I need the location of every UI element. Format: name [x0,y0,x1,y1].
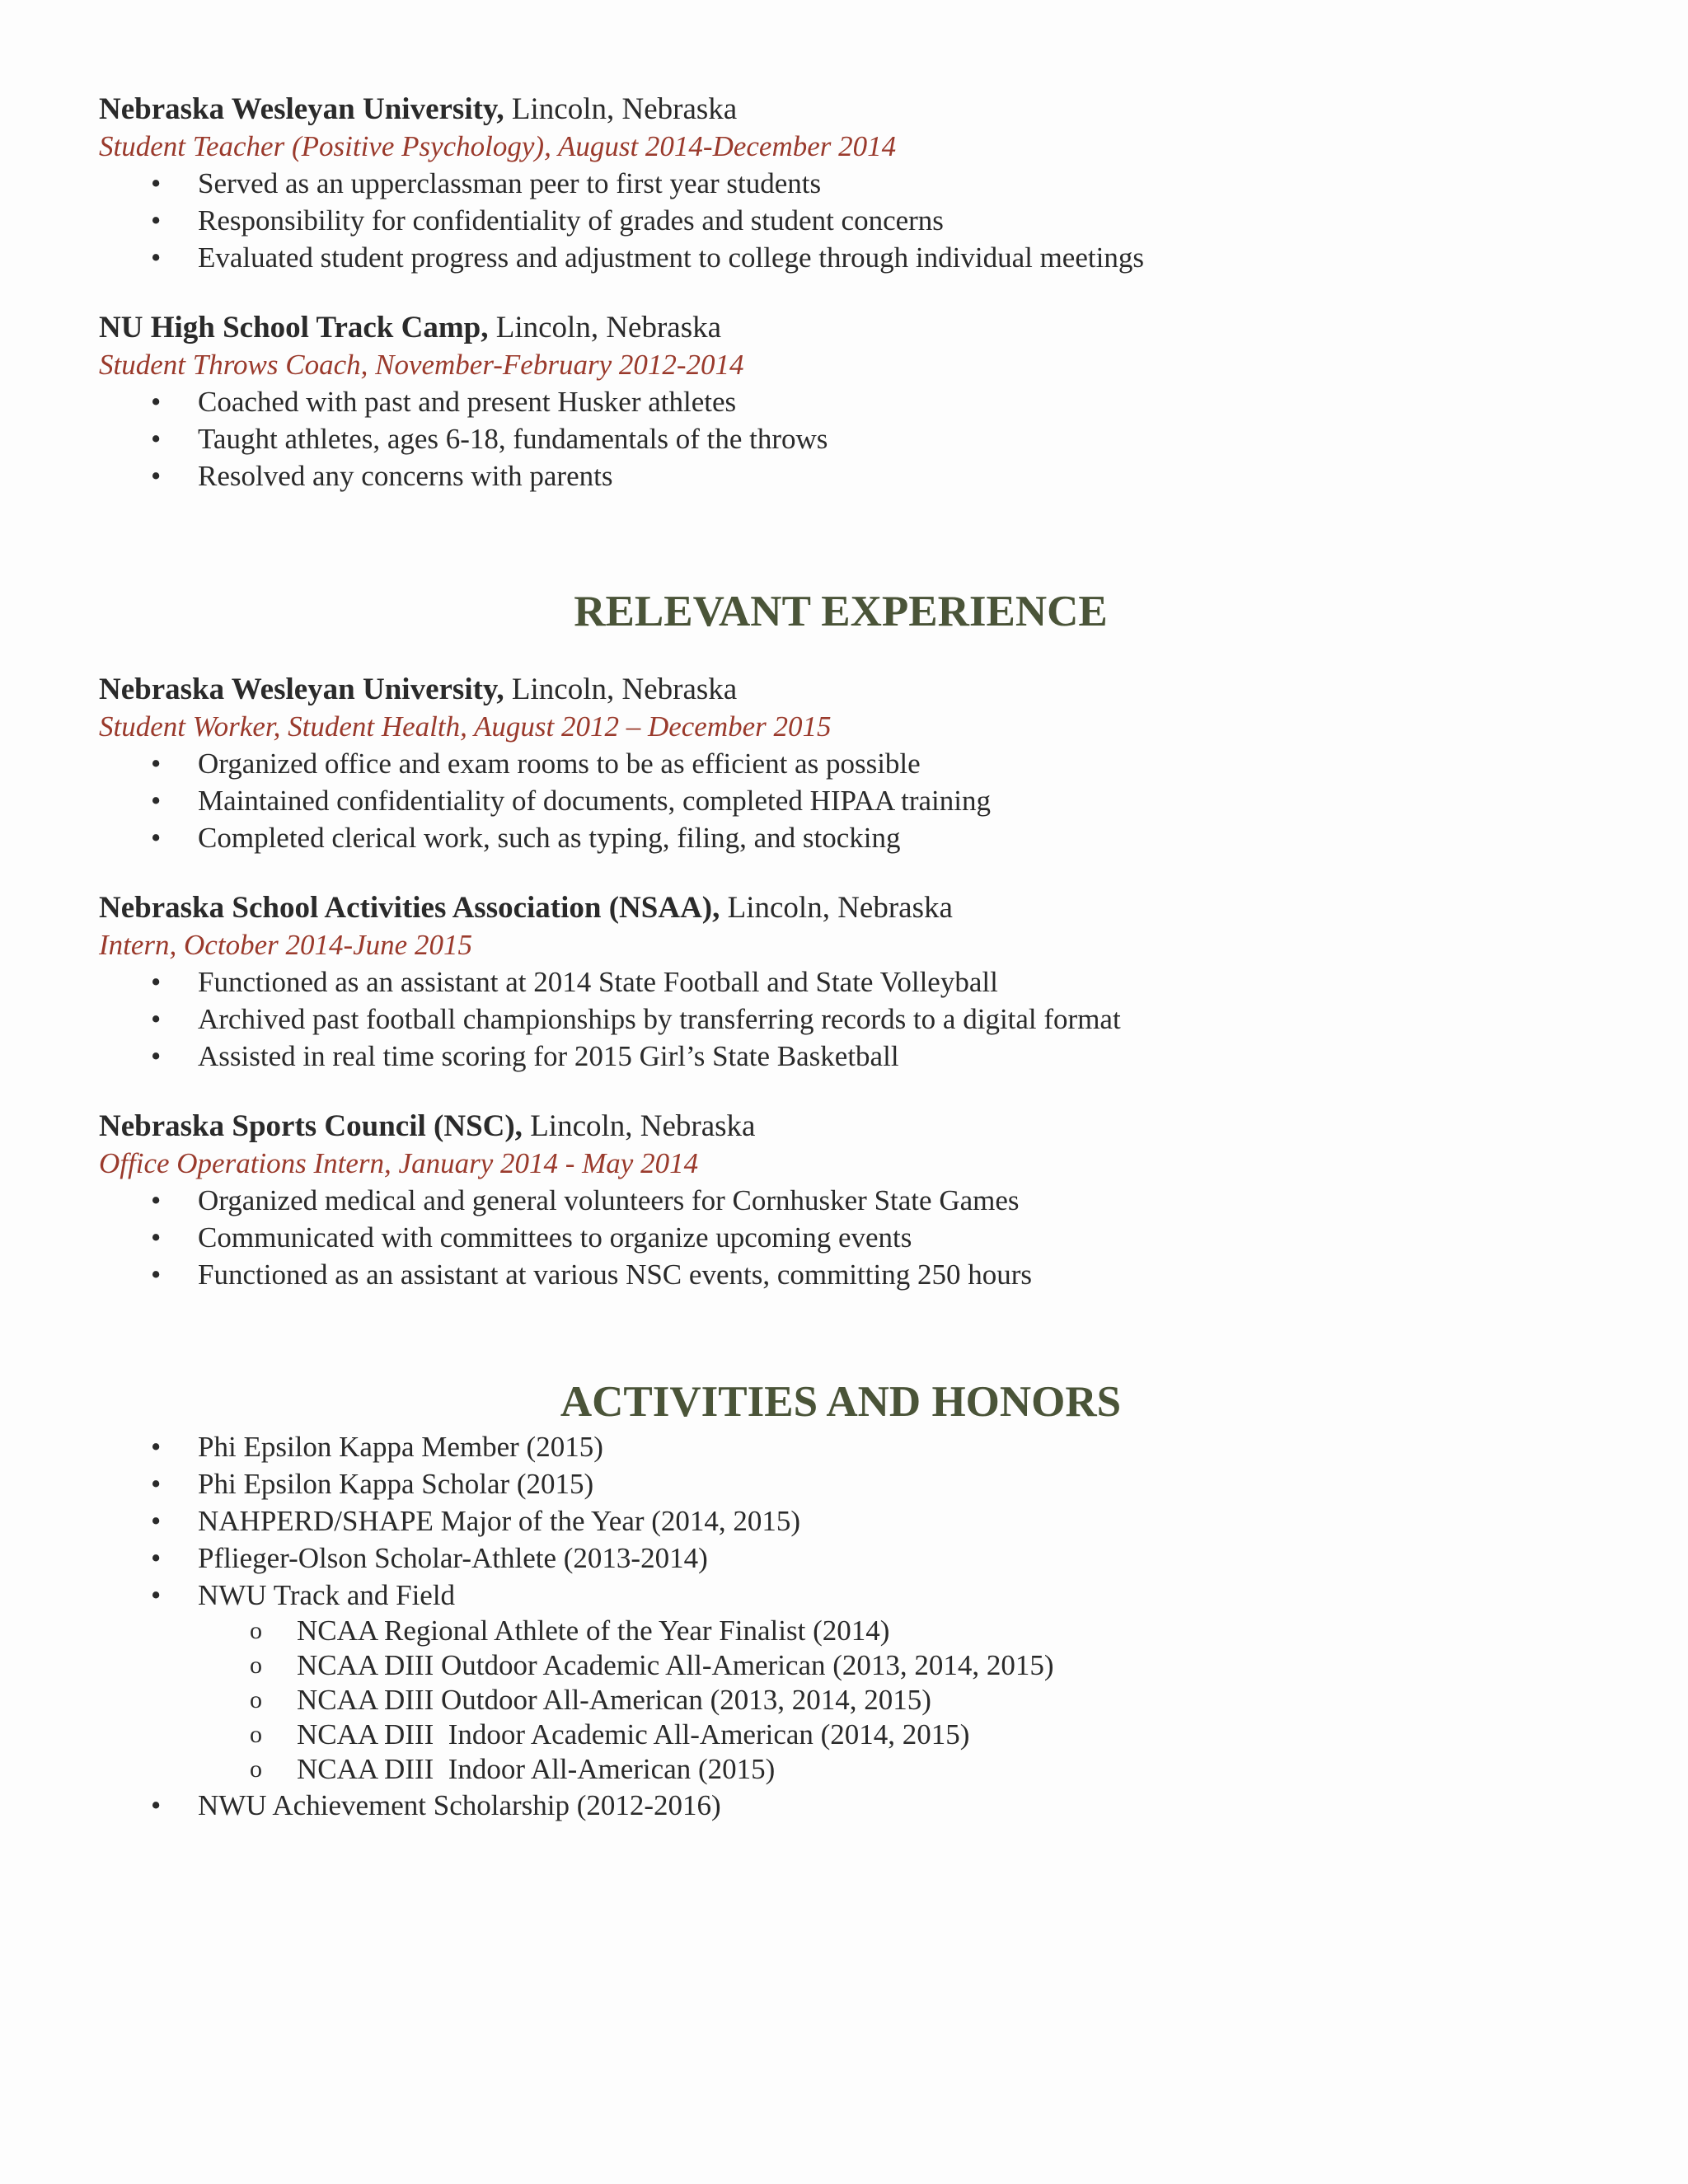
sub-activity-item [99,1648,1582,1683]
bullet-icon: • [151,1789,162,1821]
org-name: Nebraska School Activities Association (NSAA), [99,891,720,925]
bullet-item [99,165,1582,202]
activity-text: Pflieger-Olson Scholar-Athlete (2013-2014) [198,1542,708,1574]
bullet-icon: • [151,966,162,998]
bullet-list [99,745,1582,856]
bullet-icon: • [151,1579,162,1611]
sub-activity-item [99,1718,1582,1752]
role-title: Student Throws Coach, November-February 2012-2014 [99,349,744,381]
bullet-item [99,202,1582,239]
bullet-text: Functioned as an assistant at 2014 State Football and State Volleyball [198,966,998,998]
sub-activity-item [99,1614,1582,1648]
bullet-icon: • [151,1542,162,1574]
org-location: Lincoln, Nebraska [727,891,953,925]
bullet-item [99,1256,1582,1293]
bullet-icon: • [151,1221,162,1254]
track-honors-sublist [99,1614,1582,1787]
entry-nwu-student-worker [99,671,1582,856]
sub-activity-text: NCAA DIII Outdoor All-American (2013, 2014, 2015) [297,1684,931,1716]
sub-activity-item [99,1752,1582,1787]
bullet-text: Served as an upperclassman peer to first year students [198,167,822,199]
role-title: Student Worker, Student Health, August 2012 – December 2015 [99,710,832,743]
circle-bullet-icon: o [250,1755,262,1783]
role-title: Student Teacher (Positive Psychology), August 2014-December 2014 [99,130,897,162]
bullet-icon: • [151,785,162,817]
bullet-item [99,457,1582,494]
bullet-text: Maintained confidentiality of documents, completed HIPAA training [198,785,991,817]
bullet-icon: • [151,204,162,237]
bullet-list [99,383,1582,494]
bullet-text: Organized office and exam rooms to be as efficient as possible [198,748,921,780]
org-location: Lincoln, Nebraska [511,673,738,706]
bullet-icon: • [151,1258,162,1291]
sub-activity-text: NCAA DIII Indoor All-American (2015) [297,1753,776,1785]
section-heading-activities-honors: ACTIVITIES AND HONORS [560,1378,1122,1426]
bullet-icon: • [151,1505,162,1537]
section-heading-relevant-experience: RELEVANT EXPERIENCE [574,588,1108,635]
entry-org-line [99,91,1582,129]
activities-list [99,1428,1582,1614]
sub-activity-text: NCAA DIII Outdoor Academic All-American (2013, 2014, 2015) [297,1649,1054,1681]
org-location: Lincoln, Nebraska [530,1109,756,1143]
bullet-icon: • [151,822,162,854]
bullet-icon: • [151,1184,162,1216]
bullet-item [99,383,1582,420]
activity-text: NWU Track and Field [198,1579,456,1611]
activity-item [99,1502,1582,1540]
bullet-text: Evaluated student progress and adjustment to college through individual meetings [198,241,1144,274]
bullet-text: Archived past football championships by transferring records to a digital format [198,1003,1121,1035]
bullet-item [99,782,1582,819]
org-name: Nebraska Wesleyan University, [99,92,504,126]
bullet-text: Functioned as an assistant at various NSC events, committing 250 hours [198,1258,1032,1291]
bullet-item [99,239,1582,276]
activity-text: NAHPERD/SHAPE Major of the Year (2014, 2015) [198,1505,801,1537]
entry-nu-track-camp [99,309,1582,494]
activity-text: NWU Achievement Scholarship (2012-2016) [198,1789,721,1821]
circle-bullet-icon: o [250,1652,262,1679]
role-title: Office Operations Intern, January 2014 - May 2014 [99,1147,699,1179]
sub-activity-item [99,1683,1582,1718]
bullet-item [99,1001,1582,1038]
activity-item [99,1540,1582,1577]
bullet-item [99,1038,1582,1075]
bullet-text: Responsibility for confidentiality of grades and student concerns [198,204,944,237]
org-name: NU High School Track Camp, [99,311,489,344]
org-name: Nebraska Sports Council (NSC), [99,1109,523,1143]
bullet-text: Taught athletes, ages 6-18, fundamentals of the throws [198,423,828,455]
activity-text: Phi Epsilon Kappa Member (2015) [198,1431,603,1463]
bullet-icon: • [151,1003,162,1035]
bullet-text: Resolved any concerns with parents [198,460,613,492]
circle-bullet-icon: o [250,1721,262,1748]
sub-activity-text: NCAA Regional Athlete of the Year Finalist (2014) [297,1615,890,1647]
bullet-icon: • [151,241,162,274]
circle-bullet-icon: o [250,1686,262,1713]
bullet-text: Coached with past and present Husker athletes [198,386,737,418]
org-location: Lincoln, Nebraska [511,92,738,126]
bullet-text: Completed clerical work, such as typing, filing, and stocking [198,822,901,854]
bullet-icon: • [151,423,162,455]
bullet-item [99,420,1582,457]
circle-bullet-icon: o [250,1617,262,1644]
bullet-icon: • [151,386,162,418]
bullet-icon: • [151,1431,162,1463]
activity-item [99,1428,1582,1465]
bullet-list [99,1182,1582,1293]
activity-text: Phi Epsilon Kappa Scholar (2015) [198,1468,594,1500]
bullet-list [99,963,1582,1075]
bullet-text: Organized medical and general volunteers for Cornhusker State Games [198,1184,1020,1216]
bullet-icon: • [151,1040,162,1072]
role-title: Intern, October 2014-June 2015 [99,929,472,961]
bullet-icon: • [151,167,162,199]
bullet-item [99,963,1582,1001]
bullet-list [99,165,1582,276]
activity-item [99,1787,1582,1824]
activity-item [99,1465,1582,1502]
entry-nsaa-intern [99,889,1582,1075]
resume-page [99,91,1582,1824]
entry-org-line [99,671,1582,709]
activities-list-continued [99,1787,1582,1824]
bullet-item [99,1182,1582,1219]
entry-org-line [99,1108,1582,1146]
bullet-icon: • [151,748,162,780]
bullet-item [99,745,1582,782]
entry-nsc-intern [99,1108,1582,1293]
entry-org-line [99,889,1582,927]
org-location: Lincoln, Nebraska [495,311,722,344]
sub-activity-text: NCAA DIII Indoor Academic All-American (2014, 2015) [297,1718,970,1750]
activity-item [99,1577,1582,1614]
bullet-icon: • [151,1468,162,1500]
org-name: Nebraska Wesleyan University, [99,673,504,706]
entry-org-line [99,309,1582,347]
bullet-text: Communicated with committees to organize upcoming events [198,1221,912,1254]
bullet-icon: • [151,460,162,492]
bullet-item [99,819,1582,856]
bullet-text: Assisted in real time scoring for 2015 Girl’s State Basketball [198,1040,899,1072]
bullet-item [99,1219,1582,1256]
entry-nwu-student-teacher [99,91,1582,276]
